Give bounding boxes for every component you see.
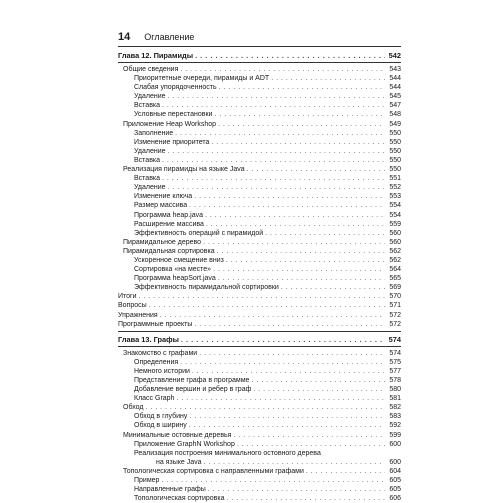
- dot-leader: [218, 120, 385, 129]
- dot-leader: [175, 129, 385, 138]
- page-header: [118, 31, 401, 45]
- toc-entry-page: 554: [389, 211, 401, 219]
- toc-entry-page: 574: [388, 334, 401, 344]
- toc-entry-page: 575: [389, 358, 401, 366]
- toc-entry-page: 550: [389, 147, 401, 155]
- toc-entry-title: Направленные графы: [134, 486, 206, 494]
- toc-entry-page: 544: [389, 75, 401, 83]
- toc-entry-title: Глава 12. Пирамиды: [118, 51, 194, 60]
- toc-entry: [118, 349, 401, 358]
- toc-entry: [118, 147, 401, 156]
- dot-leader: [180, 65, 385, 74]
- toc-entry-title: Изменение приоритета: [134, 138, 210, 146]
- toc-entry-title: Топологическая сортировка: [134, 495, 225, 503]
- toc-entry: [118, 138, 401, 147]
- toc-entry-page: 553: [389, 193, 401, 201]
- dot-leader: [149, 301, 385, 310]
- toc-entry: [118, 494, 401, 503]
- toc-entry-page: 559: [389, 220, 401, 228]
- toc-entry-page: 606: [389, 495, 401, 503]
- toc-entry-title: Программа heapSort.java: [134, 275, 216, 283]
- toc-entry-page: 565: [389, 275, 401, 283]
- toc-entry-page: 550: [389, 138, 401, 146]
- toc-entry-page: 550: [389, 166, 401, 174]
- toc-entry-title: Приложение Heap Workshop: [123, 120, 217, 128]
- toc-entry-title: Обход: [123, 404, 144, 412]
- toc-entry-title: Представление графа в программе: [134, 377, 250, 384]
- toc-entry-page: 592: [389, 422, 401, 430]
- dot-leader: [271, 74, 385, 83]
- toc-entry-page: 552: [389, 184, 401, 192]
- toc-entry-title: Глава 13. Графы: [118, 334, 179, 344]
- toc-entry-title: Приоритетные очереди, пирамиды и ADT: [134, 75, 270, 83]
- dot-leader: [162, 101, 385, 110]
- chapter-heading-line: [118, 335, 401, 344]
- toc-entry-page: 572: [389, 320, 401, 328]
- dot-leader: [218, 274, 385, 283]
- toc-entry: [118, 192, 401, 201]
- toc-entry: [118, 238, 401, 247]
- toc-entry: [118, 292, 401, 301]
- toc-entry-page: 562: [389, 247, 401, 255]
- toc-entry: [118, 274, 401, 283]
- toc-entry: [118, 358, 401, 367]
- toc-entry-title: Расширение массива: [134, 220, 204, 228]
- toc-entry: [118, 385, 401, 394]
- toc-entry: [118, 376, 401, 385]
- toc-entry: [118, 156, 401, 165]
- toc-entry-title: на языке Java: [156, 458, 202, 466]
- dot-leader: [162, 174, 385, 183]
- toc-entry: [118, 129, 401, 138]
- dot-leader: [203, 238, 385, 247]
- header-divider: [118, 46, 401, 47]
- toc-entry-title: Добавление вершин и ребер в граф: [134, 386, 252, 394]
- dot-leader: [219, 83, 385, 92]
- dot-leader: [195, 51, 385, 60]
- toc-entry: [118, 403, 401, 412]
- toc-entry-page: 550: [389, 156, 401, 164]
- dot-leader: [189, 201, 385, 210]
- dot-leader: [226, 256, 385, 265]
- toc-entry: [118, 256, 401, 265]
- toc-entry-title: Итоги: [118, 293, 137, 301]
- toc-entry: [118, 74, 401, 83]
- toc-entry: [118, 101, 401, 110]
- toc-entry-page: 605: [389, 486, 401, 494]
- toc-entry-title: Вставка: [134, 102, 161, 110]
- toc-entry-page: 577: [389, 367, 401, 375]
- toc-entry: [118, 394, 401, 403]
- chapter-heading: [118, 331, 401, 347]
- toc-entry-page: 543: [389, 66, 401, 73]
- toc-entry-title: Удаление: [134, 93, 166, 101]
- toc-entry-title: Эффективность пирамидальной сортировки: [134, 284, 279, 292]
- toc-entry: [118, 311, 401, 320]
- dot-leader: [145, 403, 385, 412]
- toc-entry-page: 544: [389, 84, 401, 92]
- dot-leader: [247, 165, 385, 174]
- toc-entry-title: Условные перестановки: [134, 111, 213, 119]
- dot-leader: [181, 335, 385, 344]
- toc-entry: [118, 174, 401, 183]
- chapter-heading: [118, 49, 401, 63]
- toc-entry: [118, 467, 401, 476]
- toc-entry-page: 550: [389, 129, 401, 137]
- toc-entry: [118, 458, 401, 467]
- toc-entry-title: Пирамидальное дерево: [123, 238, 202, 246]
- dot-leader: [162, 156, 385, 165]
- toc-entry-title: Программа heap.java: [134, 211, 203, 219]
- toc-entry-page: 583: [389, 413, 401, 421]
- toc-entry-page: 580: [389, 386, 401, 394]
- dot-leader: [251, 376, 385, 385]
- toc-entry: [118, 220, 401, 229]
- toc-entry-title: Пирамидальная сортировка: [123, 247, 215, 255]
- toc-entry-title: Изменение ключа: [134, 193, 193, 201]
- toc-entry-page: 547: [389, 102, 401, 110]
- toc-entry-page: 600: [389, 458, 401, 466]
- dot-leader: [180, 358, 385, 367]
- toc-entry-page: 551: [389, 175, 401, 183]
- toc-entry-title: Размер массива: [134, 202, 188, 210]
- toc-entry-title: Удаление: [134, 184, 166, 192]
- dot-leader: [168, 147, 385, 156]
- dot-leader: [306, 467, 385, 476]
- toc-entry-title: Сортировка «на месте»: [134, 266, 212, 274]
- toc-entry: [118, 247, 401, 256]
- toc-entry-page: 605: [389, 477, 401, 485]
- toc-entry-title: Знакомство с графами: [123, 349, 198, 357]
- dot-leader: [176, 394, 385, 403]
- toc-entry-title: Эффективность операций с пирамидой: [134, 229, 264, 237]
- toc-entry-page: 569: [389, 284, 401, 292]
- toc-entry-page: 560: [389, 229, 401, 237]
- toc-entry: [118, 183, 401, 192]
- toc-entry-page: 572: [389, 311, 401, 319]
- toc-entry-page: 600: [389, 440, 401, 448]
- toc-entry-page: 571: [389, 302, 401, 310]
- dot-leader: [206, 220, 385, 229]
- toc-entry-title: Приложение GraphN Workshop: [134, 440, 235, 448]
- dot-leader: [189, 412, 385, 421]
- dot-leader: [213, 265, 385, 274]
- dot-leader: [281, 283, 385, 292]
- dot-leader: [227, 494, 386, 503]
- toc-entry: [118, 83, 401, 92]
- toc-entry-title: Класс Graph: [134, 395, 175, 403]
- toc-entry-title: Программные проекты: [118, 320, 193, 328]
- toc-entry-page: 545: [389, 93, 401, 101]
- toc-entry: [118, 301, 401, 310]
- toc-entry: [118, 412, 401, 421]
- toc-entry-title: Заполнение: [134, 129, 174, 137]
- toc-entry-page: 582: [389, 404, 401, 412]
- toc-entry-page: 549: [389, 120, 401, 128]
- toc-entry-title: Слабая упорядоченность: [134, 84, 217, 92]
- toc-entry: [118, 201, 401, 210]
- toc-entry-title: Вставка: [134, 156, 161, 164]
- section-title: Оглавление: [144, 32, 195, 42]
- toc-entry: [118, 165, 401, 174]
- toc-entry: [118, 65, 401, 74]
- toc-entry-page: 548: [389, 111, 401, 119]
- toc-entry-title: Пример: [134, 477, 160, 485]
- toc-entry-page: 560: [389, 238, 401, 246]
- dot-leader: [204, 458, 386, 467]
- toc-entry-title: Топологическая сортировка с направленными графами: [123, 467, 304, 475]
- toc-entry-title: Обход в ширину: [134, 422, 187, 430]
- toc-entry-title: Реализация пирамиды на языке Java: [123, 166, 245, 174]
- dot-leader: [233, 431, 385, 440]
- toc-entry-title: Обход в глубину: [134, 413, 188, 421]
- dot-leader: [194, 320, 385, 329]
- toc-entry-page: 581: [389, 395, 401, 403]
- toc-entry: [118, 211, 401, 220]
- dot-leader: [211, 138, 385, 147]
- dot-leader: [253, 385, 385, 394]
- toc-entry: [118, 320, 401, 329]
- toc-entry-page: 578: [389, 377, 401, 384]
- dot-leader: [160, 311, 385, 320]
- dot-leader: [194, 192, 385, 201]
- toc-entry: [118, 265, 401, 274]
- table-of-contents: [118, 49, 401, 503]
- toc-entry: [118, 485, 401, 494]
- toc-entry-page: 599: [389, 431, 401, 439]
- toc-entry-title: Минимальные остовные деревья: [123, 431, 232, 439]
- toc-entry: [118, 440, 401, 449]
- toc-entry-title: Упражнения: [118, 311, 158, 319]
- toc-entry: [118, 367, 401, 376]
- dot-leader: [199, 349, 385, 358]
- dot-leader: [208, 485, 385, 494]
- toc-entry-page: 542: [388, 51, 401, 60]
- dot-leader: [161, 476, 385, 485]
- dot-leader: [265, 229, 385, 238]
- toc-entry: [118, 229, 401, 238]
- toc-entry-page: 574: [389, 349, 401, 357]
- toc-entry-title: Реализация построения минимального остовного дерева: [134, 449, 321, 457]
- toc-entry-page: 554: [389, 202, 401, 210]
- dot-leader: [168, 92, 385, 101]
- dot-leader: [217, 247, 385, 256]
- toc-entry-page: 562: [389, 256, 401, 264]
- toc-entry-title: Общие сведения: [123, 66, 179, 73]
- dot-leader: [214, 110, 385, 119]
- dot-leader: [189, 421, 385, 430]
- toc-entry-page: 570: [389, 293, 401, 301]
- dot-leader: [168, 183, 385, 192]
- page-number: 14: [118, 31, 131, 43]
- toc-entry: [118, 92, 401, 101]
- toc-entry: [118, 476, 401, 485]
- toc-entry-title: Немного истории: [134, 367, 190, 375]
- toc-entry-title: Определения: [134, 358, 179, 366]
- toc-entry: [118, 120, 401, 129]
- chapter-heading-line: [118, 51, 401, 60]
- toc-entry: [118, 421, 401, 430]
- toc-entry: [118, 283, 401, 292]
- dot-leader: [237, 440, 385, 449]
- toc-entry: [118, 431, 401, 440]
- dot-leader: [139, 292, 385, 301]
- toc-entry-title: Удаление: [134, 147, 166, 155]
- toc-entry: [118, 449, 401, 458]
- toc-entry-page: 604: [389, 467, 401, 475]
- toc-entry-title: Ускоренное смещение вниз: [134, 256, 224, 264]
- dot-leader: [205, 211, 385, 220]
- toc-entry: [118, 110, 401, 119]
- toc-entry-title: Вставка: [134, 175, 161, 183]
- dot-leader: [192, 367, 385, 376]
- toc-entry-page: 564: [389, 266, 401, 274]
- toc-entry-title: Вопросы: [118, 302, 147, 310]
